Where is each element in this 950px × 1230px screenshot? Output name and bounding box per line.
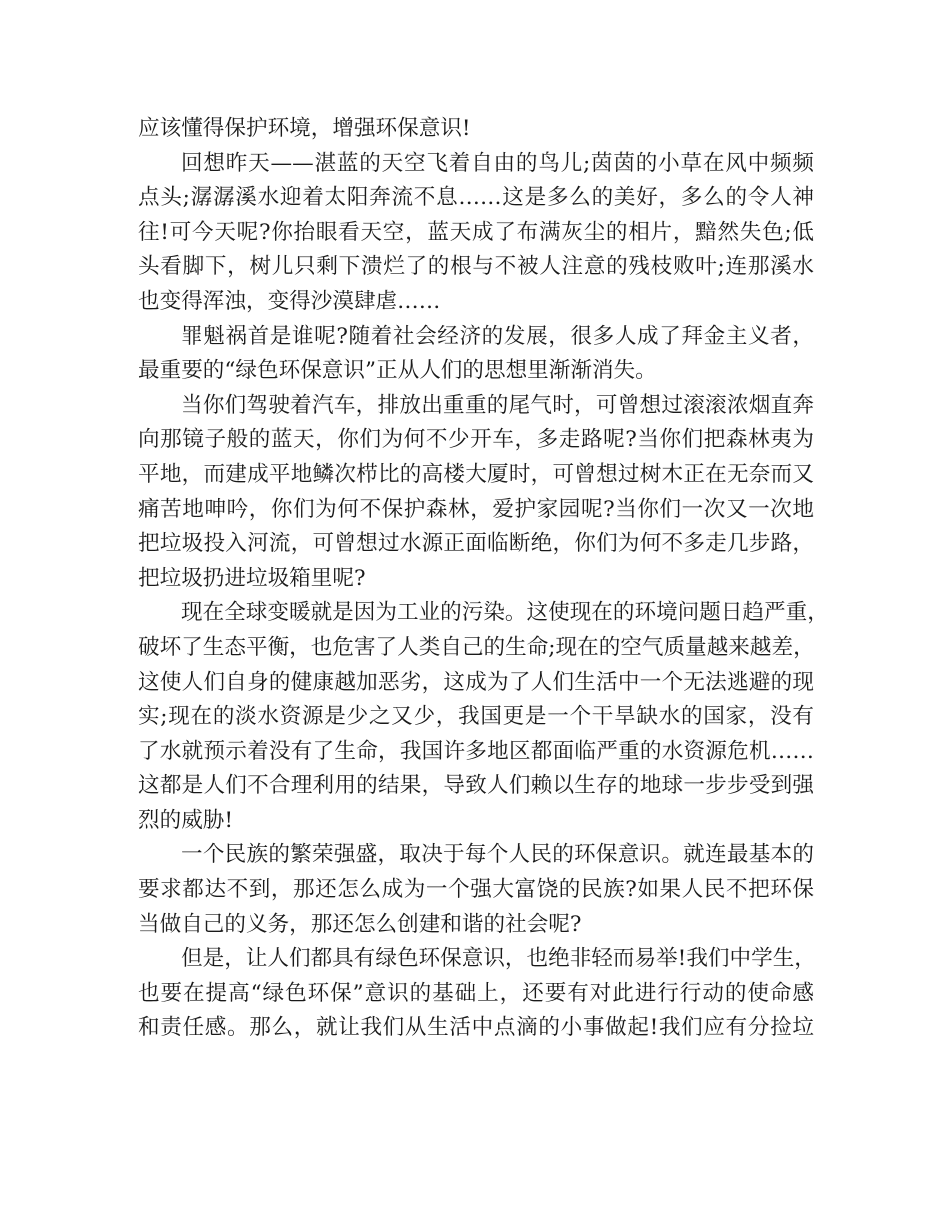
document-body [138, 112, 829, 1046]
paragraph [138, 147, 814, 320]
paragraph-line: 和责任感。那么，就让我们从生活中点滴的小事做起!我们应有分捡垃 [138, 1015, 814, 1041]
paragraph-line: 往!可今天呢?你抬眼看天空，蓝天成了布满灰尘的相片，黯然失色;低 [138, 219, 814, 245]
paragraph-line: 当你们驾驶着汽车，排放出重重的尾气时，可曾想过滚滚浓烟直奔 [181, 392, 814, 418]
paragraph-line: 这使人们自身的健康越加恶劣，这成为了人们生活中一个无法逃避的现 [138, 669, 814, 695]
paragraph-line: 把垃圾投入河流，可曾想过水源正面临断绝，你们为何不多走几步路， [138, 531, 814, 557]
paragraph-line: 了水就预示着没有了生命，我国许多地区都面临严重的水资源危机…… [138, 738, 814, 764]
paragraph-line: 当做自己的义务，那还怎么创建和谐的社会呢? [138, 911, 582, 937]
paragraph [138, 389, 814, 597]
paragraph-line: 实;现在的淡水资源是少之又少，我国更是一个干旱缺水的国家，没有 [138, 704, 814, 730]
paragraph-line: 点头;潺潺溪水迎着太阳奔流不息……这是多么的美好，多么的令人神 [138, 185, 814, 211]
paragraph-line: 也要在提高“绿色环保”意识的基础上，还要有对此进行行动的使命感 [138, 980, 814, 1006]
paragraph-line: 罪魁祸首是谁呢?随着社会经济的发展，很多人成了拜金主义者， [181, 323, 814, 349]
paragraph-line: 要求都达不到，那还怎么成为一个强大富饶的民族?如果人民不把环保 [138, 877, 814, 903]
paragraph-line: 现在全球变暖就是因为工业的污染。这使现在的环境问题日趋严重， [181, 600, 829, 626]
paragraph-line: 但是，让人们都具有绿色环保意识，也绝非轻而易举!我们中学生， [181, 946, 816, 972]
paragraph-line: 这都是人们不合理利用的结果，导致人们赖以生存的地球一步步受到强 [138, 773, 814, 799]
paragraph-line: 把垃圾扔进垃圾箱里呢? [138, 565, 366, 591]
paragraph [138, 320, 814, 389]
paragraph [138, 112, 814, 147]
paragraph [138, 838, 814, 942]
paragraph-line: 烈的威胁! [138, 807, 234, 833]
paragraph-line: 最重要的“绿色环保意识”正从人们的思想里渐渐消失。 [138, 358, 657, 384]
paragraph-line: 应该懂得保护环境，增强环保意识! [138, 116, 471, 141]
paragraph [138, 596, 829, 838]
paragraph-line: 也变得浑浊，变得沙漠肆虐…… [138, 288, 441, 314]
paragraph [138, 942, 814, 1046]
paragraph-line: 向那镜子般的蓝天，你们为何不少开车，多走路呢?当你们把森林夷为 [138, 427, 814, 453]
paragraph-line: 破坏了生态平衡，也危害了人类自己的生命;现在的空气质量越来越差， [138, 634, 815, 660]
paragraph-line: 平地，而建成平地鳞次栉比的高楼大厦时，可曾想过树木正在无奈而又 [138, 461, 814, 487]
paragraph-line: 痛苦地呻吟，你们为何不保护森林，爱护家园呢?当你们一次又一次地 [138, 496, 814, 522]
paragraph-line: 一个民族的繁荣强盛，取决于每个人民的环保意识。就连最基本的 [181, 842, 814, 868]
paragraph-line: 头看脚下，树儿只剩下溃烂了的根与不被人注意的残枝败叶;连那溪水 [138, 254, 814, 280]
paragraph-line: 回想昨天——湛蓝的天空飞着自由的鸟儿;茵茵的小草在风中频频 [181, 150, 814, 176]
